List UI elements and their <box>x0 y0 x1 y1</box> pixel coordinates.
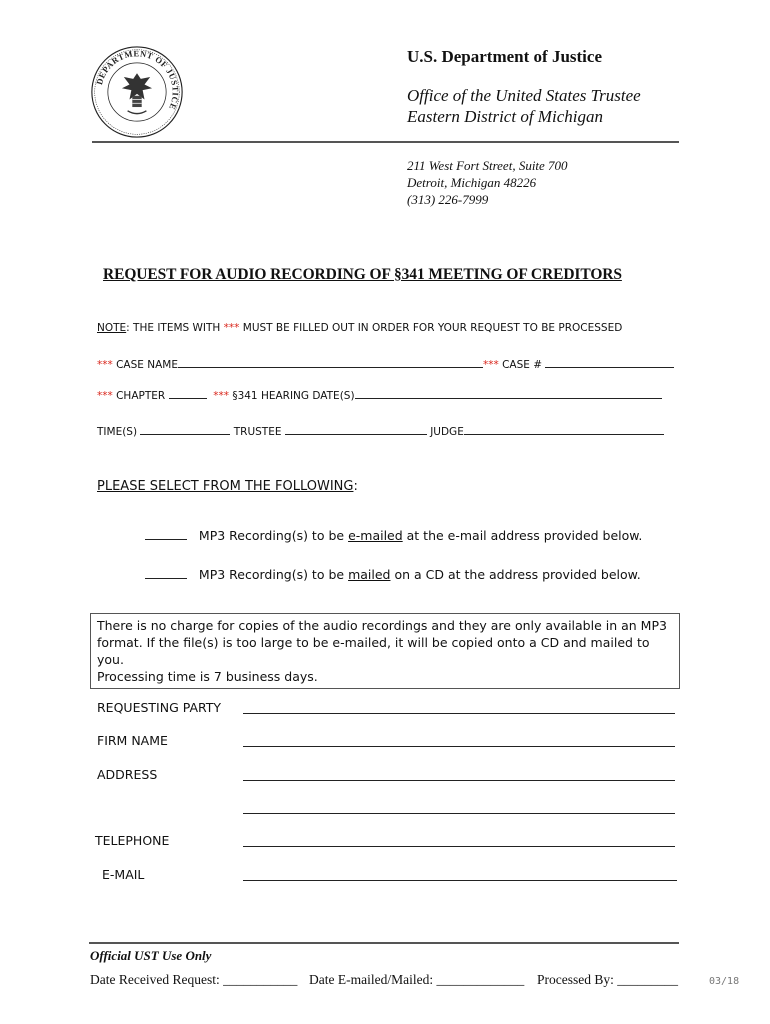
header-rule <box>92 141 679 143</box>
case-name-field[interactable] <box>178 357 483 368</box>
select-heading-text: PLEASE SELECT FROM THE FOLLOWING <box>97 479 354 494</box>
email-label: E-MAIL <box>102 867 145 882</box>
date-emailed-field[interactable]: Date E-mailed/Mailed: _____________ <box>309 972 525 987</box>
required-marker: *** <box>97 359 113 371</box>
option-mailed-link: mailed <box>348 567 391 582</box>
note-after: MUST BE FILLED OUT IN ORDER FOR YOUR REQUEST TO BE PROCESSED <box>239 322 623 334</box>
office-address <box>407 157 568 208</box>
required-marker: *** <box>213 390 229 402</box>
option-emailed-check[interactable] <box>145 528 187 540</box>
form-title: REQUEST FOR AUDIO RECORDING OF §341 MEETING OF CREDITORS <box>103 266 622 283</box>
note-marker: *** <box>223 322 240 334</box>
charge-notice-box <box>90 613 680 689</box>
telephone-label: TELEPHONE <box>95 833 170 848</box>
case-number-field[interactable] <box>545 357 674 368</box>
option-mailed-before: MP3 Recording(s) to be <box>198 567 349 582</box>
department-name: U.S. Department of Justice <box>407 47 602 66</box>
requesting-party-label: REQUESTING PARTY <box>97 700 222 715</box>
notice-line-1: There is no charge for copies of the audio recordings and they are only available in an MP3 <box>97 618 667 633</box>
hearing-date-label: §341 HEARING DATE(S) <box>232 390 355 402</box>
svg-text:DEPARTMENT OF JUSTICE: DEPARTMENT OF JUSTICE <box>94 48 181 112</box>
notice-line-2: format. If the file(s) is too large to be e-mailed, it will be copied onto a CD and mailed to you. <box>97 635 650 667</box>
firm-name-label: FIRM NAME <box>97 733 168 748</box>
trustee-label: TRUSTEE <box>233 426 282 438</box>
times-row <box>97 424 664 438</box>
option-emailed <box>145 528 642 543</box>
hearing-date-field[interactable] <box>355 388 662 399</box>
address-line-2: Detroit, Michigan 48226 <box>407 175 537 190</box>
option-emailed-before: MP3 Recording(s) to be <box>198 528 349 543</box>
option-mailed <box>145 567 641 582</box>
required-note <box>97 322 622 334</box>
form-revision-code: 03/18 <box>709 976 740 987</box>
required-marker: *** <box>482 359 499 371</box>
footer-rule <box>89 942 679 944</box>
select-heading-colon: : <box>353 479 358 494</box>
times-label: TIME(S) <box>97 426 138 438</box>
case-name-label: CASE NAME <box>116 359 178 371</box>
notice-line-3: Processing time is 7 business days. <box>97 669 318 684</box>
address-field-1[interactable] <box>243 780 675 781</box>
office-line-2: Eastern District of Michigan <box>407 107 603 126</box>
firm-name-field[interactable] <box>243 746 675 747</box>
office-name <box>407 85 641 127</box>
office-phone: (313) 226-7999 <box>407 192 489 207</box>
doj-seal <box>90 45 184 139</box>
requesting-party-field[interactable] <box>243 713 675 714</box>
times-field[interactable] <box>140 424 230 435</box>
note-prefix: NOTE <box>97 322 127 334</box>
address-label: ADDRESS <box>97 767 158 782</box>
address-field-2[interactable] <box>243 813 675 814</box>
note-before: : THE ITEMS WITH <box>126 322 224 334</box>
official-use-heading: Official UST Use Only <box>90 948 212 963</box>
office-line-1: Office of the United States Trustee <box>407 86 641 105</box>
judge-field[interactable] <box>464 424 664 435</box>
trustee-field[interactable] <box>285 424 427 435</box>
address-line-1: 211 West Fort Street, Suite 700 <box>407 158 568 173</box>
date-received-field[interactable]: Date Received Request: ___________ <box>90 972 298 987</box>
chapter-row <box>97 388 662 402</box>
chapter-field[interactable] <box>169 388 207 399</box>
processed-by-field[interactable]: Processed By: _________ <box>537 972 678 987</box>
chapter-label: CHAPTER <box>116 390 166 402</box>
case-name-row <box>97 357 674 371</box>
option-mailed-after: on a CD at the address provided below. <box>390 567 641 582</box>
option-emailed-link: e-mailed <box>348 528 403 543</box>
case-number-label: CASE # <box>502 359 543 371</box>
select-heading <box>97 479 358 494</box>
judge-label: JUDGE <box>430 426 464 438</box>
option-mailed-check[interactable] <box>145 567 187 579</box>
telephone-field[interactable] <box>243 846 675 847</box>
option-emailed-after: at the e-mail address provided below. <box>402 528 643 543</box>
email-field[interactable] <box>243 880 677 881</box>
required-marker: *** <box>97 390 113 402</box>
